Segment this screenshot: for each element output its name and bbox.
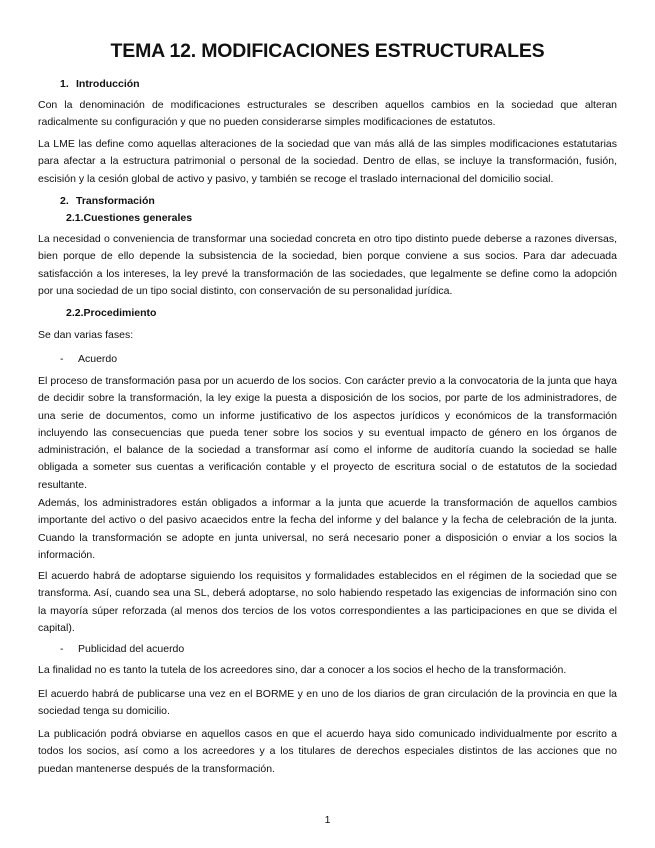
paragraph-text: El proceso de transformación pasa por un acuerdo de los socios. Con carácter previo a la convocatoria de la junta que haya de decidir sobre la transformación, la ley exige la puesta a disposición de los socios, por parte de los administradores, de una serie de documentos, como un informe justificativo de los aspectos jurídicos y económicos de la transformación incluyendo las consecuencias que pueda tener sobre los socios y su eventual impacto de género en los órganos de administración, el balance de la sociedad a transformar así como el informe de auditoría cuando la sociedad se halle obligada a someter sus cuentas a verificación contable y el proyecto de escritura social o de estatutos de la sociedad resultante. bbox=[38, 375, 617, 491]
paragraph-text: Con la denominación de modificaciones estructurales se describen aquellos cambios en la sociedad que alteran radicalmente su configuración y que no pueden considerarse simples modificaciones de estatutos. bbox=[38, 99, 617, 129]
paragraph-text: Además, los administradores están obligados a informar a la junta que acuerde la transformación de aquellos cambios importante del activo o del pasivo acaecidos entre la fecha del informe y del balance y la fecha de celebración de la junta. Cuando la transformación se adopte en junta universal, no será necesario poner a disposición o enviar a los socios la información. bbox=[38, 497, 617, 561]
paragraph-text: Se dan varias fases: bbox=[38, 329, 134, 341]
paragraph-text: La necesidad o conveniencia de transformar una sociedad concreta en otro tipo distinto puede deberse a razones diversas, bien porque de ello depende la subsistencia de la sociedad, bien porque conviene a sus socios. Para dar adecuada satisfacción a los intereses, la ley prevé la transformación de las sociedades, que legalmente se define como la adopción por una sociedad de un tipo social distinto, con conservación de su personalidad jurídica. bbox=[38, 233, 617, 297]
bullet-dash: - bbox=[60, 353, 64, 365]
publicidad-paragraph-2 bbox=[38, 686, 617, 721]
section-label: Transformación bbox=[76, 195, 155, 207]
page-number: 1 bbox=[324, 814, 331, 826]
paragraph-text: La publicación podrá obviarse en aquellos casos en que el acuerdo haya sido comunicado individualmente por escrito a todos los socios, así como a los acreedores y a los titulares de derechos especiales distintos de las acciones que no puedan mantenerse después de la transformación. bbox=[38, 728, 617, 775]
section-label: Introducción bbox=[76, 78, 140, 90]
bullet-publicidad bbox=[38, 641, 639, 657]
page-title: TEMA 12. MODIFICACIONES ESTRUCTURALES bbox=[110, 40, 545, 62]
phases-intro bbox=[38, 327, 617, 344]
section-number: 2. bbox=[60, 195, 69, 207]
subsection-heading-2-1: 2.1.Cuestiones generales bbox=[66, 212, 193, 224]
publicidad-paragraph-3 bbox=[38, 726, 617, 778]
paragraph-text: El acuerdo habrá de publicarse una vez en el BORME y en uno de los diarios de gran circulación de la provincia en que la sociedad tenga su domicilio. bbox=[38, 688, 617, 718]
section-number: 1. bbox=[60, 78, 69, 90]
section-heading-2 bbox=[38, 193, 617, 209]
paragraph-text: El acuerdo habrá de adoptarse siguiendo los requisitos y formalidades establecidos en el régimen de la sociedad que se transforma. Así, cuando sea una SL, deberá adoptarse, no solo habiendo respetado las exigencias de información sino con la mayoría súper reforzada (al menos dos tercios de los votos correspondientes a las participaciones en que se divida el capital). bbox=[38, 570, 617, 634]
general-paragraph bbox=[38, 231, 617, 300]
bullet-label: Acuerdo bbox=[78, 353, 118, 365]
publicidad-paragraph-1 bbox=[38, 662, 617, 679]
bullet-dash: - bbox=[60, 643, 64, 655]
intro-paragraph-1 bbox=[38, 97, 617, 132]
intro-paragraph-2 bbox=[38, 136, 617, 188]
paragraph-text: La LME las define como aquellas alteraciones de la sociedad que van más allá de las simples modificaciones estatutarias para afectar a la estructura patrimonial o personal de la sociedad. Dentro de ellas, se incluye la transformación, fusión, escisión y la cesión global de activo y pasivo, y también se recoge el traslado internacional del domicilio social. bbox=[38, 138, 617, 185]
bullet-label: Publicidad del acuerdo bbox=[78, 643, 185, 655]
section-heading-1 bbox=[38, 76, 617, 92]
acuerdo-paragraph-2 bbox=[38, 495, 617, 564]
subsection-heading-2-2: 2.2.Procedimiento bbox=[66, 307, 157, 319]
paragraph-text: La finalidad no es tanto la tutela de los acreedores sino, dar a conocer a los socios el hecho de la transformación. bbox=[38, 664, 567, 676]
acuerdo-paragraph-3 bbox=[38, 568, 617, 637]
bullet-acuerdo bbox=[38, 351, 639, 367]
acuerdo-paragraph-1 bbox=[38, 373, 617, 494]
